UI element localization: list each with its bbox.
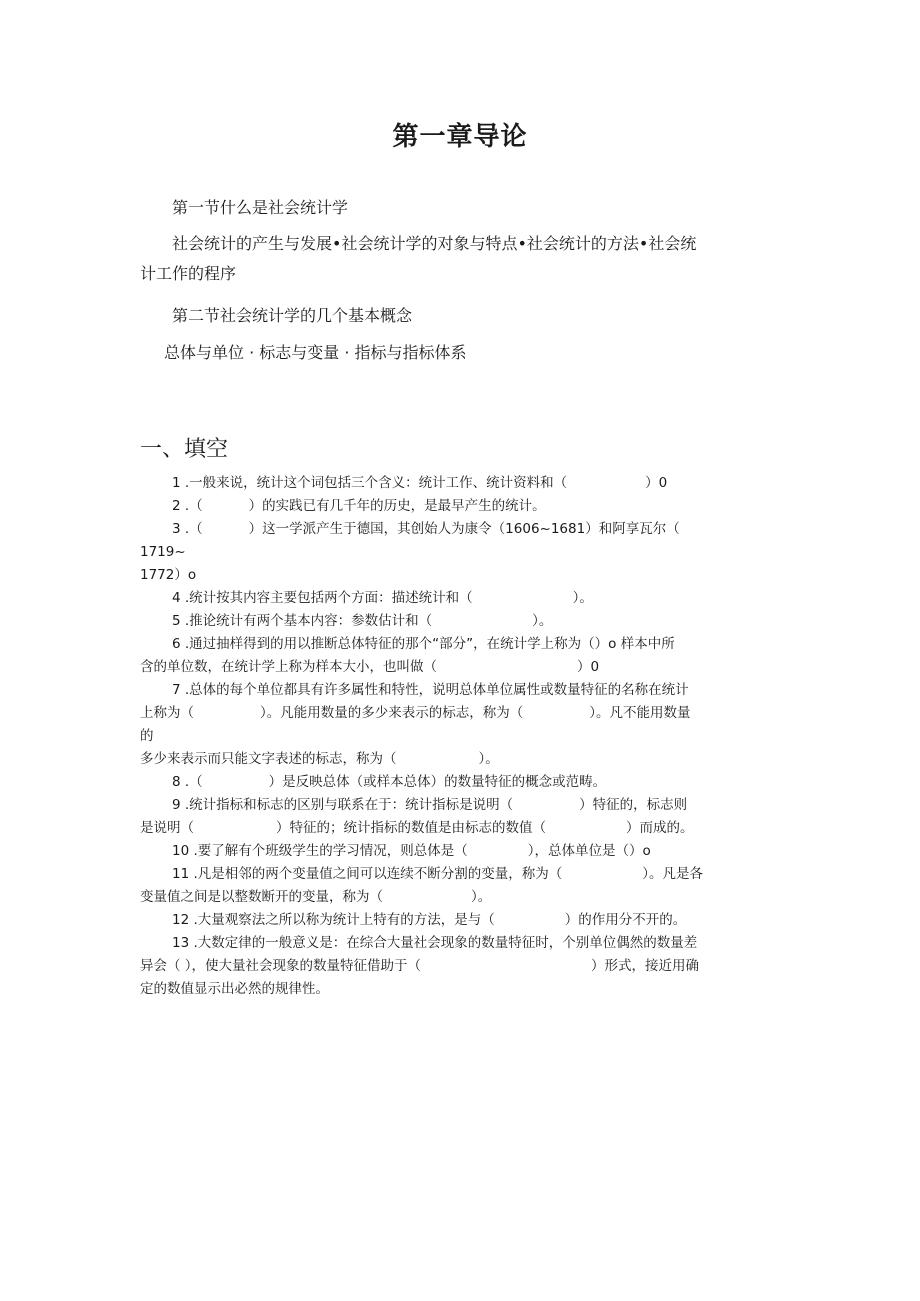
- q6-text: 含的单位数，在统计学上称为样本大小，也叫做（: [140, 659, 437, 675]
- q10-text: 10 .要了解有个班级学生的学习情况，则总体是（: [172, 843, 468, 859]
- q12-text: 12 .大量观察法之所以称为统计上特有的方法，是与（: [172, 912, 495, 928]
- q6-end: ）0: [577, 659, 600, 675]
- q11-end: ）。凡是各: [642, 866, 704, 882]
- question-6-cont: [140, 656, 790, 679]
- section-1-line-1: 社会统计的产生与发展•社会统计学的对象与特点•社会统计的方法•社会统: [172, 234, 697, 253]
- question-13-cont: [140, 955, 790, 978]
- q4-end: ）。: [572, 590, 593, 606]
- q3-text: 3 .（: [172, 521, 203, 537]
- q11-text-2: 变量值之间是以整数断开的变量，称为（: [140, 889, 383, 905]
- q1-end: ）0: [645, 475, 668, 491]
- question-7-cont: [140, 702, 790, 725]
- q5-text: 5 .推论统计有两个基本内容：参数估计和（: [172, 613, 433, 629]
- question-2: [140, 495, 790, 518]
- question-4: [140, 587, 790, 610]
- q4-text: 4 .统计按其内容主要包括两个方面：描述统计和（: [172, 590, 473, 606]
- question-3-cont: 1719~: [140, 544, 186, 560]
- section-1-content: [140, 229, 790, 289]
- q11-end-2: ）。: [471, 889, 492, 905]
- question-7: 7 .总体的每个单位都具有许多属性和特性，说明总体单位属性或数量特征的名称在统计: [172, 682, 689, 698]
- q8-end: ）是反映总体（或样本总体）的数量特征的概念或范畴。: [268, 774, 607, 790]
- q2-end: ）的实践已有几千年的历史，是最早产生的统计。: [248, 498, 546, 514]
- q9-mid: ）特征的；统计指标的数值是由标志的数值（: [276, 820, 546, 836]
- question-8: [140, 771, 790, 794]
- q9-end: ）特征的，标志则: [579, 797, 688, 813]
- question-list: [140, 472, 790, 1001]
- q13-end: ）形式，接近用确: [591, 958, 700, 974]
- section-1-title: 第一节什么是社会统计学: [172, 198, 349, 217]
- question-13: 13 .大数定律的一般意义是：在综合大量社会现象的数量特征时，个别单位偶然的数量差: [172, 935, 698, 951]
- q11-text: 11 .凡是相邻的两个变量值之间可以连续不断分割的变量，称为（: [172, 866, 563, 882]
- question-5: [140, 610, 790, 633]
- question-11: [140, 863, 790, 886]
- question-1: [140, 472, 790, 495]
- q7-text-2: 多少来表示而只能文字表述的标志，称为（: [140, 751, 397, 767]
- q13-text: 异会（ ），使大量社会现象的数量特征借助于（: [140, 958, 422, 974]
- question-9: [140, 794, 790, 817]
- question-13-cont-2: 定的数值显示出必然的规律性。: [140, 981, 329, 997]
- q8-text: 8 .（: [172, 774, 203, 790]
- question-6: 6 .通过抽样得到的用以推断总体特征的那个“部分”，在统计学上称为（）o 样本中所: [172, 636, 675, 652]
- q7-text: 上称为（: [140, 705, 194, 721]
- question-12: [140, 909, 790, 932]
- q5-end: ）。: [532, 613, 553, 629]
- q2-text: 2 .（: [172, 498, 203, 514]
- question-10: [140, 840, 790, 863]
- section-1-line-2: 计工作的程序: [140, 264, 237, 283]
- chapter-title: 第一章导论: [392, 122, 528, 152]
- q1-text: 1 .一般来说，统计这个词包括三个含义：统计工作、统计资料和（: [172, 475, 568, 491]
- q7-mid: ）。凡能用数量的多少来表示的标志，称为（: [260, 705, 524, 721]
- q10-end: ），总体单位是（）o: [527, 843, 651, 859]
- q7-end: ）。凡不能用数量: [589, 705, 691, 721]
- question-3-cont-2: 1772）o: [140, 567, 197, 583]
- question-11-cont: [140, 886, 790, 909]
- section-2-title: 第二节社会统计学的几个基本概念: [172, 306, 413, 325]
- q9-end-2: ）而成的。: [626, 820, 694, 836]
- question-7-cont-2: 的: [140, 728, 154, 744]
- question-9-cont: [140, 817, 790, 840]
- section-2-content: 总体与单位 · 标志与变量 · 指标与指标体系: [164, 343, 467, 362]
- q9-text-2: 是说明（: [140, 820, 194, 836]
- q12-end: ）的作用分不开的。: [564, 912, 687, 928]
- question-7-cont-3: [140, 748, 790, 771]
- q3-end: ）这一学派产生于德国，其创始人为康令（1606~1681）和阿享瓦尔（: [248, 521, 680, 537]
- q7-end-2: ）。: [478, 751, 499, 767]
- question-3: [140, 518, 790, 541]
- q9-text: 9 .统计指标和标志的区别与联系在于：统计指标是说明（: [172, 797, 514, 813]
- fill-in-heading: 一、填空: [140, 437, 229, 462]
